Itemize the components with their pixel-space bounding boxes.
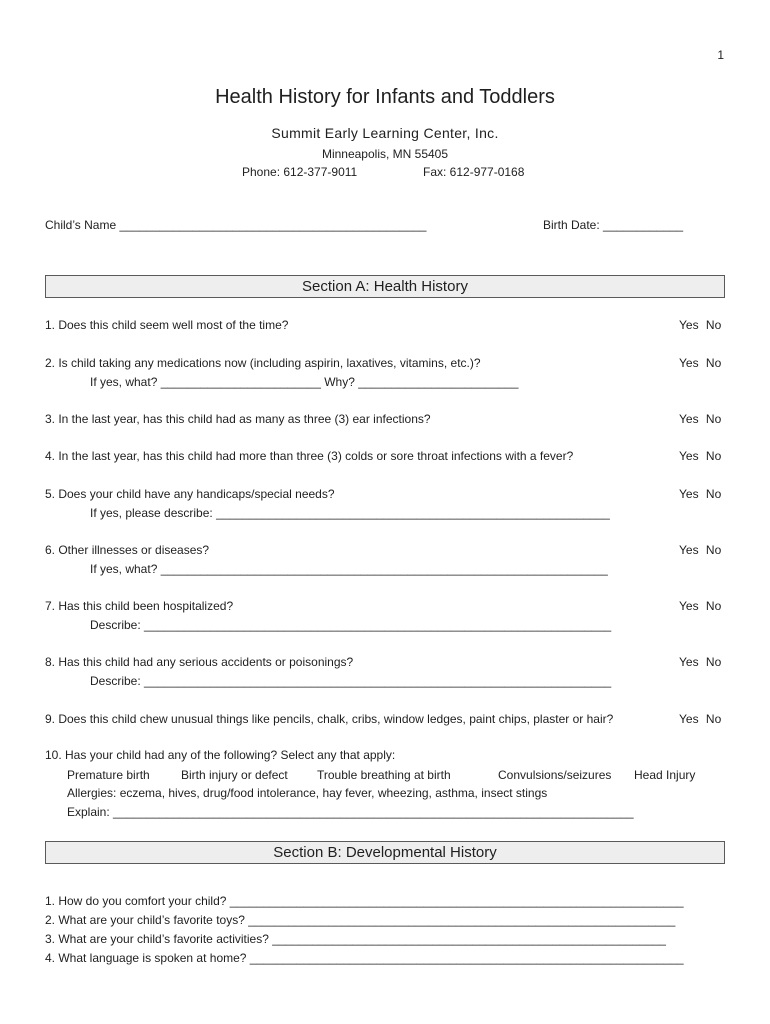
yes-no-a9[interactable]: Yes No: [679, 712, 722, 726]
section-a-header: Section A: Health History: [45, 275, 725, 298]
organization-city: Minneapolis, MN 55405: [321, 147, 449, 161]
question-a5: 5. Does your child have any handicaps/special needs?: [45, 487, 335, 501]
question-a3: 3. In the last year, has this child had as many as three (3) ear infections?: [45, 412, 431, 426]
question-b1[interactable]: 1. How do you comfort your child? ____________________________________________________________________: [45, 894, 684, 908]
fax-number: Fax: 612-977-0168: [423, 165, 525, 179]
question-a10-explain[interactable]: Explain: ______________________________________________________________________________: [67, 805, 634, 819]
question-a7: 7. Has this child been hospitalized?: [45, 599, 234, 613]
question-a6-detail[interactable]: If yes, what? ___________________________________________________________________: [90, 562, 608, 576]
question-a9: 9. Does this child chew unusual things like pencils, chalk, cribs, window ledges, paint chips, plaster or hair?: [45, 712, 614, 726]
question-a2: 2. Is child taking any medications now (including aspirin, laxatives, vitamins, etc.)?: [45, 356, 481, 370]
option-birth-injury[interactable]: Birth injury or defect: [181, 768, 288, 782]
question-a10: 10. Has your child had any of the following? Select any that apply:: [45, 748, 396, 762]
yes-no-a7[interactable]: Yes No: [679, 599, 722, 613]
question-a7-detail[interactable]: Describe: ______________________________________________________________________: [90, 618, 612, 632]
yes-no-a6[interactable]: Yes No: [679, 543, 722, 557]
birth-date-field[interactable]: Birth Date: ____________: [543, 218, 684, 232]
question-a1: 1. Does this child seem well most of the time?: [45, 318, 289, 332]
question-a4: 4. In the last year, has this child had more than three (3) colds or sore throat infections with a fever?: [45, 449, 574, 463]
question-a8-detail[interactable]: Describe: ______________________________________________________________________: [90, 674, 612, 688]
question-a8: 8. Has this child had any serious accidents or poisonings?: [45, 655, 354, 669]
option-convulsions[interactable]: Convulsions/seizures: [498, 768, 612, 782]
option-head-injury[interactable]: Head Injury: [634, 768, 696, 782]
child-name-field[interactable]: Child’s Name ______________________________________________: [45, 218, 427, 232]
option-premature-birth[interactable]: Premature birth: [67, 768, 150, 782]
yes-no-a8[interactable]: Yes No: [679, 655, 722, 669]
question-a6: 6. Other illnesses or diseases?: [45, 543, 210, 557]
question-b2[interactable]: 2. What are your child’s favorite toys? ________________________________________________________________: [45, 913, 676, 927]
question-b3[interactable]: 3. What are your child’s favorite activities? ___________________________________________________________: [45, 932, 666, 946]
form-title: Health History for Infants and Toddlers: [215, 86, 555, 108]
option-trouble-breathing[interactable]: Trouble breathing at birth: [317, 768, 451, 782]
section-b-header: Section B: Developmental History: [45, 841, 725, 864]
yes-no-a3[interactable]: Yes No: [679, 412, 722, 426]
option-allergies[interactable]: Allergies: eczema, hives, drug/food intolerance, hay fever, wheezing, asthma, insect stings: [67, 786, 548, 800]
question-a5-detail[interactable]: If yes, please describe: ___________________________________________________________: [90, 506, 610, 520]
question-b4[interactable]: 4. What language is spoken at home? _________________________________________________________________: [45, 951, 684, 965]
organization-name: Summit Early Learning Center, Inc.: [271, 125, 499, 141]
question-a2-detail[interactable]: If yes, what? ________________________ Why? ________________________: [90, 375, 519, 389]
yes-no-a5[interactable]: Yes No: [679, 487, 722, 501]
page-number: 1: [717, 48, 724, 62]
yes-no-a4[interactable]: Yes No: [679, 449, 722, 463]
phone-number: Phone: 612-377-9011: [242, 165, 358, 179]
yes-no-a1[interactable]: Yes No: [679, 318, 722, 332]
yes-no-a2[interactable]: Yes No: [679, 356, 722, 370]
